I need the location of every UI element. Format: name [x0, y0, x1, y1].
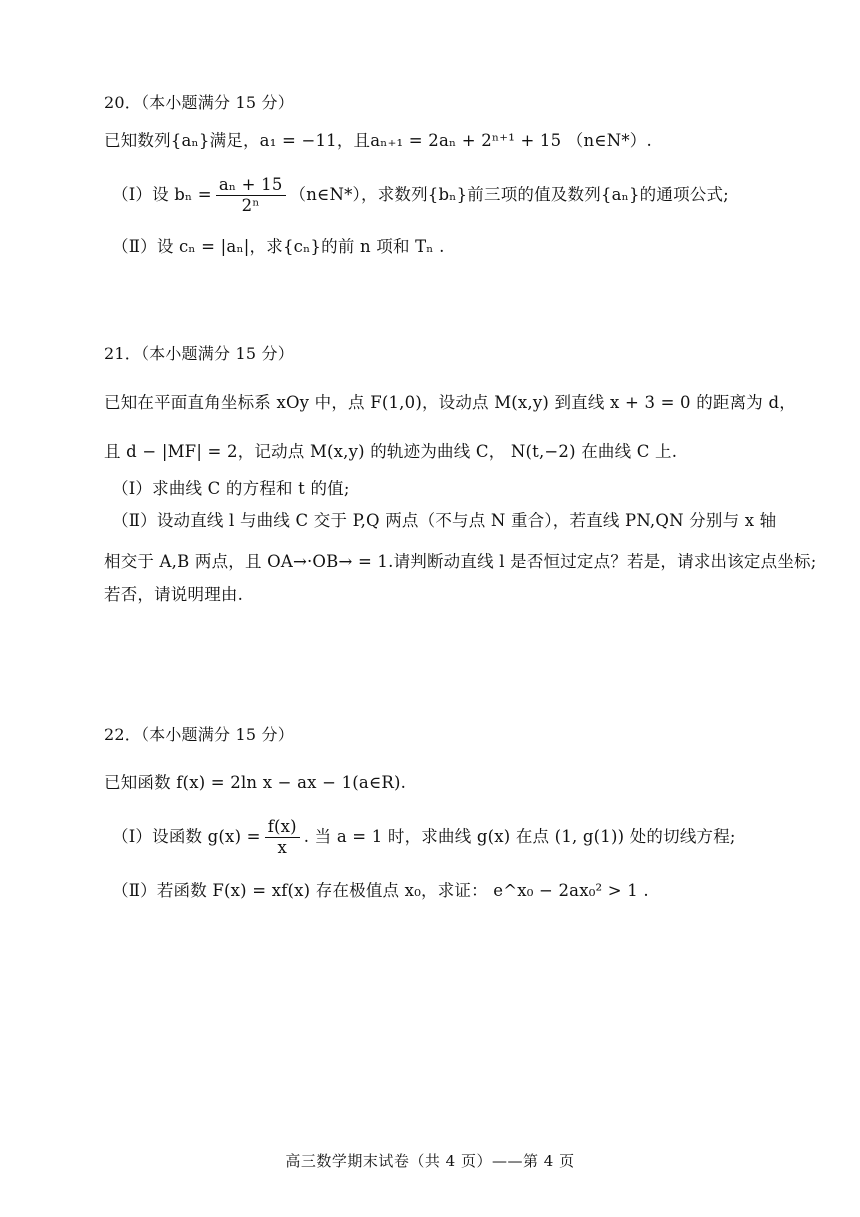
q21-stem-line1: 已知在平面直角坐标系 xOy 中，点 F(1,0)，设动点 M(x,y) 到直线 x + 3 = 0 的距离为 d， — [104, 393, 796, 412]
q21-part2-line3: 若否，请说明理由. — [104, 585, 244, 604]
q20-heading: 20．（本小题满分 15 分） — [104, 93, 294, 112]
q22-part2: （Ⅱ）若函数 F(x) = xf(x) 存在极值点 x₀，求证： e^x₀ − 2ax₀² > 1 . — [112, 881, 649, 900]
q22-part1-lead: （Ⅰ）设函数 g(x) = — [112, 827, 261, 846]
q22-part1-fraction — [265, 818, 300, 857]
q21-part2-line2: 相交于 A,B 两点，且 OA→·OB→ = 1.请判断动直线 l 是否恒过定点？若是，请求出该定点坐标; — [104, 552, 817, 571]
page-footer: 高三数学期末试卷（共 4 页）——第 4 页 — [285, 1152, 575, 1170]
q20-part1-denominator: 2ⁿ — [241, 196, 260, 215]
q21-stem-line2: 且 d − |MF| = 2，记动点 M(x,y) 的轨迹为曲线 C， N(t,−2) 在曲线 C 上. — [104, 442, 678, 461]
q20-part1-rest: （n∈N*），求数列{bₙ}前三项的值及数列{aₙ}的通项公式; — [289, 185, 729, 204]
q22-heading: 22．（本小题满分 15 分） — [104, 725, 294, 744]
q21-part1: （Ⅰ）求曲线 C 的方程和 t 的值; — [112, 479, 350, 498]
q22-part1-denominator: x — [277, 838, 287, 857]
q21-part2-line1: （Ⅱ）设动直线 l 与曲线 C 交于 P,Q 两点（不与点 N 重合），若直线 PN,QN 分别与 x 轴 — [112, 511, 777, 530]
q20-part1-lead: （Ⅰ）设 bₙ = — [112, 185, 212, 204]
q22-part1-numerator: f(x) — [265, 818, 300, 838]
q20-part1-fraction — [216, 176, 286, 215]
q22-part1 — [112, 818, 736, 857]
q22-part1-rest: . 当 a = 1 时，求曲线 g(x) 在点 (1, g(1)) 处的切线方程; — [303, 827, 736, 846]
q20-part1-numerator: aₙ + 15 — [216, 176, 286, 196]
q20-part2: （Ⅱ）设 cₙ = |aₙ|，求{cₙ}的前 n 项和 Tₙ . — [112, 237, 445, 256]
q20-part1 — [112, 176, 729, 215]
q22-stem: 已知函数 f(x) = 2ln x − ax − 1(a∈R). — [104, 773, 407, 792]
q20-stem: 已知数列{aₙ}满足，a₁ = −11，且aₙ₊₁ = 2aₙ + 2ⁿ⁺¹ + 15 （n∈N*）. — [104, 131, 652, 150]
q21-heading: 21．（本小题满分 15 分） — [104, 344, 294, 363]
